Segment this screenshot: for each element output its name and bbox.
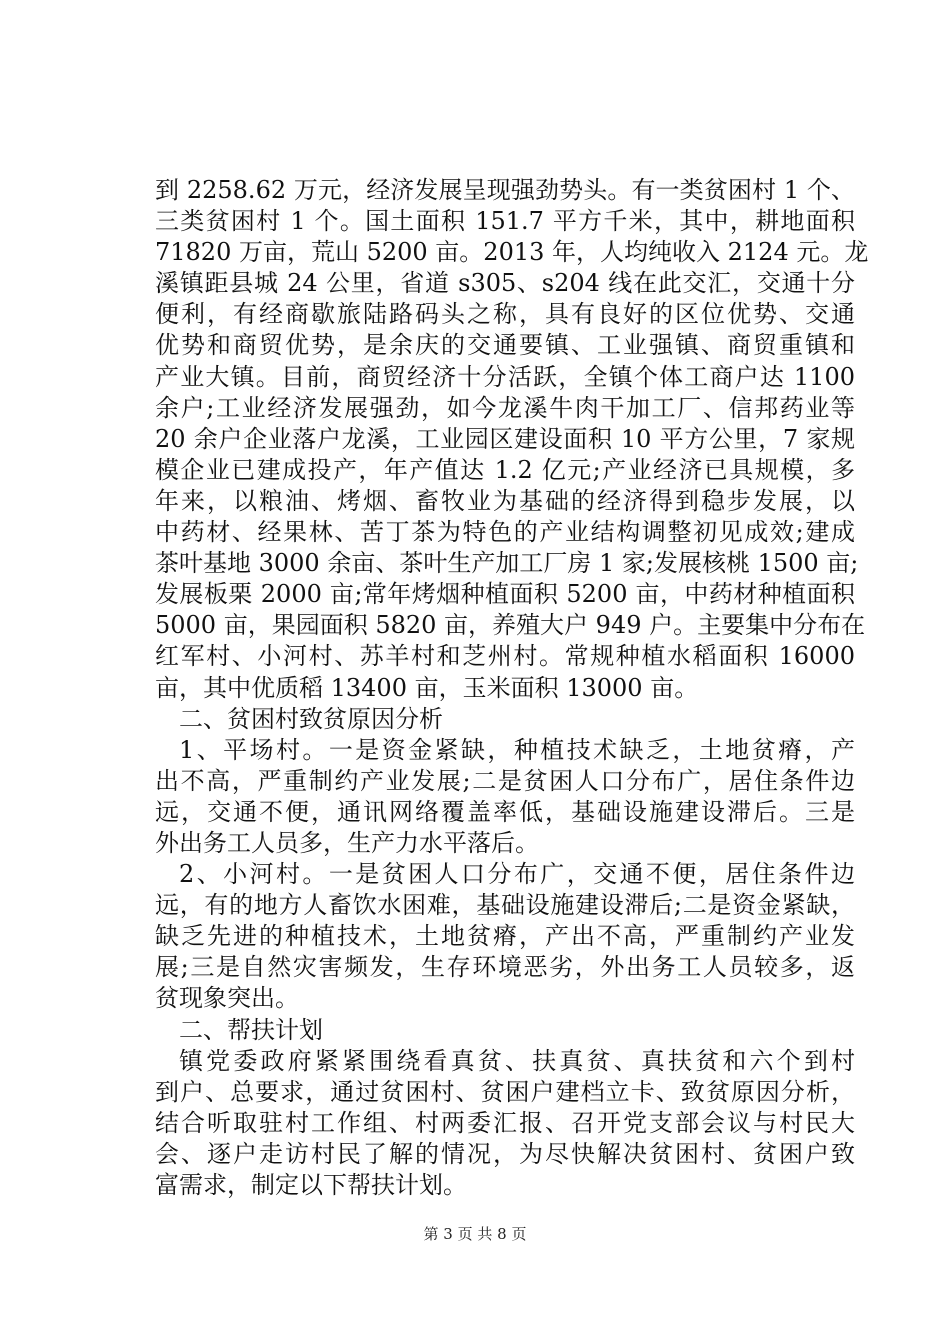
text-line: 二、贫困村致贫原因分析 bbox=[179, 704, 443, 733]
text-line: 镇党委政府紧紧围绕看真贫、扶真贫、真扶贫和六个到村 bbox=[179, 1046, 855, 1075]
text-line: 发展板栗 2000 亩;常年烤烟种植面积 5200 亩，中药材种植面积 bbox=[155, 580, 855, 609]
text-line: 溪镇距县城 24 公里，省道 s305、s204 线在此交汇，交通十分 bbox=[155, 269, 855, 298]
text-line: 三类贫困村 1 个。国土面积 151.7 平方千米，其中，耕地面积 bbox=[155, 207, 855, 236]
text-line: 会、逐户走访村民了解的情况，为尽快解决贫困村、贫困户致 bbox=[155, 1139, 855, 1168]
text-line: 到户、总要求，通过贫困村、贫困户建档立卡、致贫原因分析， bbox=[155, 1077, 855, 1106]
document-body bbox=[155, 175, 869, 1201]
text-line: 5000 亩，果园面积 5820 亩，养殖大户 949 户。主要集中分布在 bbox=[155, 611, 866, 640]
page-footer: 第 3 页 共 8 页 bbox=[423, 1225, 527, 1243]
text-line: 展;三是自然灾害频发，生存环境恶劣，外出务工人员较多，返 bbox=[155, 953, 855, 982]
text-line: 缺乏先进的种植技术，土地贫瘠，产出不高，严重制约产业发 bbox=[155, 922, 855, 951]
text-line: 远，交通不便，通讯网络覆盖率低，基础设施建设滞后。三是 bbox=[155, 797, 855, 826]
text-line: 结合听取驻村工作组、村两委汇报、召开党支部会议与村民大 bbox=[155, 1108, 855, 1137]
text-line: 余户;工业经济发展强劲，如今龙溪牛肉干加工厂、信邦药业等 bbox=[155, 393, 855, 422]
text-line: 贫现象突出。 bbox=[155, 984, 299, 1013]
text-line: 优势和商贸优势，是余庆的交通要镇、工业强镇、商贸重镇和 bbox=[155, 331, 855, 360]
text-line: 模企业已建成投产，年产值达 1.2 亿元;产业经济已具规模，多 bbox=[155, 455, 855, 484]
text-line: 产业大镇。目前，商贸经济十分活跃，全镇个体工商户达 1100 bbox=[155, 362, 855, 391]
text-line: 20 余户企业落户龙溪，工业园区建设面积 10 平方公里，7 家规 bbox=[155, 424, 855, 453]
text-line: 到 2258.62 万元，经济发展呈现强劲势头。有一类贫困村 1 个、 bbox=[155, 176, 855, 204]
text-line: 远，有的地方人畜饮水困难，基础设施建设滞后;二是资金紧缺， bbox=[155, 891, 855, 920]
text-line: 中药材、经果林、苦丁茶为特色的产业结构调整初见成效;建成 bbox=[155, 518, 855, 547]
text-line: 富需求，制定以下帮扶计划。 bbox=[155, 1171, 467, 1199]
text-line: 便利，有经商歇旅陆路码头之称，具有良好的区位优势、交通 bbox=[155, 300, 855, 329]
text-line: 红军村、小河村、苏羊村和芝州村。常规种植水稻面积 16000 bbox=[155, 642, 855, 671]
text-line: 茶叶基地 3000 余亩、茶叶生产加工厂房 1 家;发展核桃 1500 亩; bbox=[155, 549, 859, 578]
text-line: 亩，其中优质稻 13400 亩，玉米面积 13000 亩。 bbox=[155, 673, 699, 702]
text-line: 2、小河村。一是贫困人口分布广，交通不便，居住条件边 bbox=[179, 860, 855, 889]
text-line: 年来，以粮油、烤烟、畜牧业为基础的经济得到稳步发展，以 bbox=[155, 486, 855, 515]
text-line: 二、帮扶计划 bbox=[179, 1015, 323, 1044]
text-line: 1、平场村。一是资金紧缺，种植技术缺乏，土地贫瘠，产 bbox=[179, 735, 855, 764]
text-line: 外出务工人员多，生产力水平落后。 bbox=[155, 828, 539, 857]
text-line: 71820 万亩，荒山 5200 亩。2013 年，人均纯收入 2124 元。龙 bbox=[155, 238, 869, 267]
text-line: 出不高，严重制约产业发展;二是贫困人口分布广，居住条件边 bbox=[155, 766, 855, 795]
